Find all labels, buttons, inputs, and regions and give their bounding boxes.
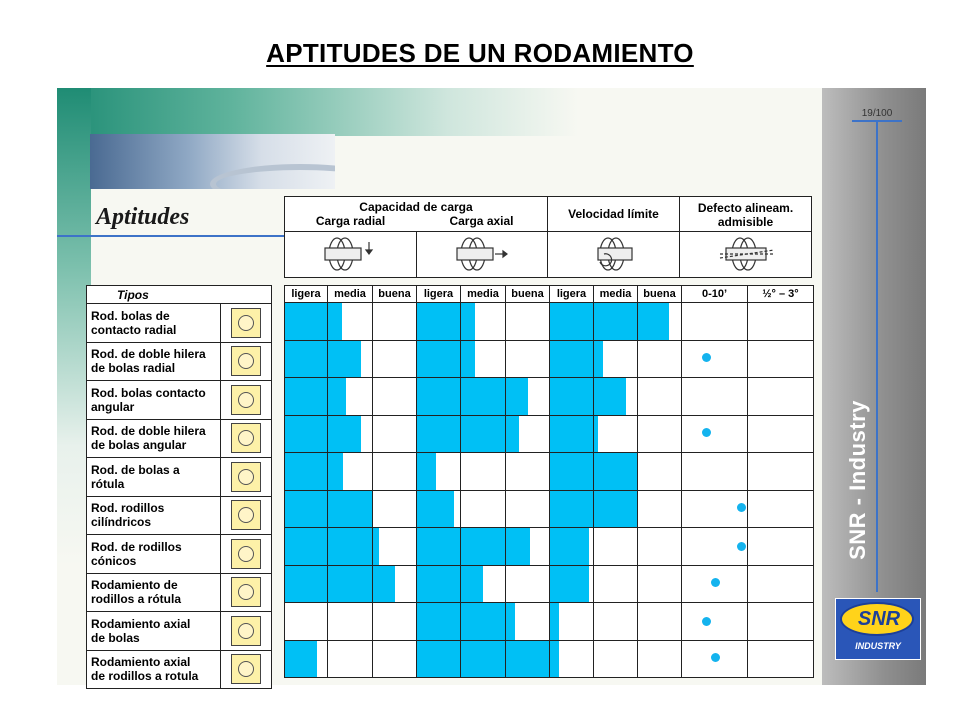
grid-cell xyxy=(682,490,748,528)
carga-axial-label: Carga axial xyxy=(449,214,514,228)
grid-cell xyxy=(748,603,814,641)
logo-text: SNR xyxy=(857,608,901,630)
defecto-label-2: admisible xyxy=(717,215,774,229)
type-row xyxy=(87,496,272,535)
misalignment-dot xyxy=(702,617,711,626)
grid-cell xyxy=(594,453,638,491)
column-header-1: media xyxy=(328,286,373,303)
capacity-fill xyxy=(328,416,361,453)
grid-row xyxy=(285,303,814,341)
capacity-fill xyxy=(550,566,589,603)
velocidad-label: Velocidad límite xyxy=(568,207,659,221)
grid-cell xyxy=(461,340,506,378)
capacity-fill xyxy=(417,303,460,340)
bearing-cross-section-icon xyxy=(231,616,261,646)
grid-cell xyxy=(328,603,373,641)
capacity-fill xyxy=(328,528,372,565)
type-name-line2: cónicos xyxy=(91,553,137,568)
type-row xyxy=(87,573,272,612)
capacity-fill xyxy=(285,378,327,415)
grid-cell xyxy=(682,565,748,603)
grid-cell xyxy=(506,340,550,378)
capacity-fill xyxy=(506,378,528,415)
grid-cell xyxy=(417,603,461,641)
capacidad-label: Capacidad de carga xyxy=(359,200,473,214)
capacity-fill xyxy=(550,303,593,340)
grid-cell xyxy=(506,303,550,341)
rolling-element-icon xyxy=(238,353,254,369)
grid-cell xyxy=(594,340,638,378)
capacity-fill xyxy=(285,566,327,603)
type-image-cell xyxy=(221,304,272,343)
capacity-fill xyxy=(461,341,475,378)
bearing-cross-section-icon xyxy=(231,423,261,453)
grid-cell xyxy=(550,603,594,641)
grid-cell xyxy=(373,528,417,566)
grid-cell xyxy=(506,528,550,566)
type-image-cell xyxy=(221,496,272,535)
type-name xyxy=(87,650,221,689)
grid-cell xyxy=(506,378,550,416)
capacity-fill xyxy=(550,341,593,378)
grid-cell xyxy=(285,415,328,453)
capacity-fill xyxy=(461,303,475,340)
grid-cell xyxy=(550,378,594,416)
type-name-line1: Rod. de doble hilera xyxy=(91,347,206,362)
capacity-fill xyxy=(285,303,327,340)
type-name-line1: Rod. de bolas a xyxy=(91,462,180,477)
misalignment-icon xyxy=(679,231,812,278)
type-name xyxy=(87,304,221,343)
grid-cell xyxy=(461,303,506,341)
grid-cell xyxy=(417,378,461,416)
type-row xyxy=(87,381,272,420)
tipos-header: Tipos xyxy=(87,286,272,304)
grid-cell xyxy=(417,453,461,491)
grid-cell xyxy=(417,565,461,603)
column-header-6: ligera xyxy=(550,286,594,303)
capacity-fill xyxy=(461,378,505,415)
rolling-element-icon xyxy=(238,469,254,485)
grid-cell xyxy=(373,303,417,341)
capacity-fill xyxy=(594,453,637,490)
grid-cell xyxy=(638,378,682,416)
grid-row xyxy=(285,453,814,491)
misalignment-dot xyxy=(737,542,746,551)
column-header-7: media xyxy=(594,286,638,303)
speed-limit-icon xyxy=(547,231,680,278)
type-row xyxy=(87,458,272,497)
grid-row xyxy=(285,490,814,528)
grid-cell xyxy=(594,303,638,341)
type-name-line2: contacto radial xyxy=(91,322,177,337)
misalignment-dot xyxy=(711,653,720,662)
type-name-line2: rótula xyxy=(91,476,125,491)
grid-cell xyxy=(748,378,814,416)
capacity-fill xyxy=(328,453,343,490)
page-number: 19/100 xyxy=(852,108,902,122)
rolling-element-icon xyxy=(238,430,254,446)
grid-cell xyxy=(638,603,682,641)
grid-cell xyxy=(682,303,748,341)
type-name-line1: Rodamiento de xyxy=(91,578,178,593)
aptitudes-heading: Aptitudes xyxy=(96,204,190,230)
axial-load-icon xyxy=(416,231,548,278)
grid-cell xyxy=(506,453,550,491)
grid-cell xyxy=(417,415,461,453)
rolling-element-icon xyxy=(238,507,254,523)
grid-row xyxy=(285,603,814,641)
column-header-9: 0-10’ xyxy=(682,286,748,303)
capacity-fill xyxy=(506,416,519,453)
grid-cell xyxy=(461,415,506,453)
type-name xyxy=(87,496,221,535)
type-name-line2: de rodillos a rotula xyxy=(91,669,199,684)
type-name-line1: Rod. de rodillos xyxy=(91,539,182,554)
grid-cell xyxy=(638,528,682,566)
aptitude-grid xyxy=(284,285,814,678)
grid-cell xyxy=(461,640,506,678)
type-name-line2: de bolas radial xyxy=(91,361,176,376)
capacity-fill xyxy=(550,491,593,528)
grid-cell xyxy=(285,490,328,528)
grid-cell xyxy=(506,415,550,453)
grid-cell xyxy=(748,528,814,566)
bearing-cross-section-icon xyxy=(231,577,261,607)
type-image-cell xyxy=(221,535,272,574)
grid-cell xyxy=(506,640,550,678)
grid-cell xyxy=(550,528,594,566)
defecto-header xyxy=(679,196,812,232)
column-header-8: buena xyxy=(638,286,682,303)
grid-cell xyxy=(682,415,748,453)
misalignment-dot xyxy=(737,503,746,512)
grid-cell xyxy=(373,340,417,378)
capacity-fill xyxy=(328,341,361,378)
grid-row xyxy=(285,415,814,453)
grid-cell xyxy=(550,415,594,453)
grid-cell xyxy=(638,415,682,453)
grid-cell xyxy=(461,453,506,491)
grid-cell xyxy=(417,528,461,566)
grid-cell xyxy=(682,528,748,566)
type-name-line2: cilíndricos xyxy=(91,515,152,530)
grid-row xyxy=(285,528,814,566)
capacity-fill xyxy=(550,378,593,415)
snr-logo xyxy=(835,598,921,660)
capacity-fill xyxy=(594,378,626,415)
grid-cell xyxy=(594,490,638,528)
grid-cell xyxy=(461,378,506,416)
type-row xyxy=(87,304,272,343)
type-name xyxy=(87,612,221,651)
grid-cell xyxy=(328,490,373,528)
capacity-fill xyxy=(594,416,598,453)
capacity-fill xyxy=(417,491,454,528)
sidebar-rule xyxy=(876,122,878,592)
grid-cell xyxy=(373,378,417,416)
grid-cell xyxy=(550,303,594,341)
capacity-fill xyxy=(638,303,669,340)
grid-cell xyxy=(550,565,594,603)
type-name-line1: Rod. rodillos xyxy=(91,501,165,516)
type-row xyxy=(87,342,272,381)
capacity-fill xyxy=(285,341,327,378)
grid-cell xyxy=(748,490,814,528)
grid-cell xyxy=(594,378,638,416)
type-name-line1: Rodamiento axial xyxy=(91,616,191,631)
bearing-cross-section-icon xyxy=(231,539,261,569)
type-image-cell xyxy=(221,342,272,381)
column-header-5: buena xyxy=(506,286,550,303)
grid-cell xyxy=(417,340,461,378)
grid-row xyxy=(285,565,814,603)
type-name xyxy=(87,342,221,381)
bearing-cross-section-icon xyxy=(231,500,261,530)
grid-cell xyxy=(638,490,682,528)
rolling-element-icon xyxy=(238,392,254,408)
grid-cell xyxy=(550,453,594,491)
grid-cell xyxy=(594,603,638,641)
grid-cell xyxy=(461,490,506,528)
grid-cell xyxy=(748,565,814,603)
type-name-line1: Rod. bolas de xyxy=(91,308,170,323)
grid-cell xyxy=(285,565,328,603)
capacity-fill xyxy=(417,341,460,378)
type-name-line1: Rod. de doble hilera xyxy=(91,424,206,439)
grid-cell xyxy=(682,453,748,491)
carga-radial-label: Carga radial xyxy=(315,214,386,228)
grid-cell xyxy=(506,603,550,641)
capacity-fill xyxy=(328,491,372,528)
grid-cell xyxy=(417,640,461,678)
velocidad-header xyxy=(547,196,680,232)
grid-cell xyxy=(594,565,638,603)
types-table xyxy=(86,285,272,689)
grid-cell xyxy=(328,640,373,678)
grid-cell xyxy=(506,490,550,528)
capacity-fill xyxy=(594,491,637,528)
rolling-element-icon xyxy=(238,661,254,677)
grid-cell xyxy=(682,640,748,678)
grid-row xyxy=(285,640,814,678)
grid-cell xyxy=(461,565,506,603)
type-row xyxy=(87,650,272,689)
type-name-line2: de bolas angular xyxy=(91,438,187,453)
grid-cell xyxy=(682,340,748,378)
grid-cell xyxy=(748,340,814,378)
rolling-element-icon xyxy=(238,315,254,331)
capacity-fill xyxy=(506,603,515,640)
column-header-4: media xyxy=(461,286,506,303)
capacidad-header xyxy=(284,196,548,232)
column-header-0: ligera xyxy=(285,286,328,303)
header-photo xyxy=(90,134,335,189)
grid-cell xyxy=(285,303,328,341)
grid-cell xyxy=(748,415,814,453)
grid-cell xyxy=(285,340,328,378)
aptitudes-rule xyxy=(57,235,285,237)
capacity-fill xyxy=(594,341,603,378)
grid-cell xyxy=(285,640,328,678)
grid-cell xyxy=(373,490,417,528)
grid-cell xyxy=(638,640,682,678)
grid-cell xyxy=(373,640,417,678)
capacity-fill xyxy=(285,528,327,565)
bearing-cross-section-icon xyxy=(231,462,261,492)
grid-cell xyxy=(461,603,506,641)
misalignment-dot xyxy=(711,578,720,587)
misalignment-dot xyxy=(702,353,711,362)
capacity-fill xyxy=(417,416,460,453)
grid-cell xyxy=(748,453,814,491)
type-name xyxy=(87,419,221,458)
grid-cell xyxy=(748,303,814,341)
capacity-fill xyxy=(594,303,637,340)
type-name-line1: Rodamiento axial xyxy=(91,655,191,670)
grid-cell xyxy=(285,528,328,566)
type-name-line2: angular xyxy=(91,399,135,414)
capacity-fill xyxy=(328,303,342,340)
capacity-fill xyxy=(373,528,379,565)
grid-row xyxy=(285,340,814,378)
type-row xyxy=(87,535,272,574)
capacity-fill xyxy=(550,416,593,453)
capacity-fill xyxy=(417,528,460,565)
type-name xyxy=(87,535,221,574)
type-row xyxy=(87,612,272,651)
grid-cell xyxy=(285,378,328,416)
logo-subtitle: INDUSTRY xyxy=(855,641,901,651)
grid-cell xyxy=(682,603,748,641)
grid-cell xyxy=(285,453,328,491)
capacity-fill xyxy=(328,566,372,603)
capacity-fill xyxy=(461,416,505,453)
grid-cell xyxy=(373,565,417,603)
radial-load-icon xyxy=(284,231,417,278)
capacity-fill xyxy=(550,528,589,565)
capacity-fill xyxy=(550,453,593,490)
rolling-element-icon xyxy=(238,546,254,562)
type-name xyxy=(87,573,221,612)
grid-cell xyxy=(328,303,373,341)
grid-cell xyxy=(638,453,682,491)
type-name-line2: rodillos a rótula xyxy=(91,592,182,607)
capacity-fill xyxy=(285,416,327,453)
grid-cell xyxy=(461,528,506,566)
logo-oval-icon xyxy=(840,602,914,636)
misalignment-dot xyxy=(702,428,711,437)
grid-cell xyxy=(550,640,594,678)
type-image-cell xyxy=(221,381,272,420)
grid-cell xyxy=(373,415,417,453)
capacity-fill xyxy=(461,603,505,640)
capacity-fill xyxy=(328,378,346,415)
sidebar-brand-text: SNR - Industry xyxy=(845,400,870,560)
grid-cell xyxy=(550,490,594,528)
grid-cell xyxy=(417,303,461,341)
type-name xyxy=(87,381,221,420)
grid-cell xyxy=(638,565,682,603)
grid-cell xyxy=(594,640,638,678)
grid-row xyxy=(285,378,814,416)
grid-cell xyxy=(373,603,417,641)
capacity-fill xyxy=(461,528,505,565)
grid-cell xyxy=(373,453,417,491)
grid-cell xyxy=(328,415,373,453)
bearing-cross-section-icon xyxy=(231,385,261,415)
capacity-fill xyxy=(506,641,549,678)
bearing-cross-section-icon xyxy=(231,308,261,338)
capacity-fill xyxy=(506,528,530,565)
grid-cell xyxy=(594,415,638,453)
type-image-cell xyxy=(221,612,272,651)
grid-cell xyxy=(285,603,328,641)
capacity-fill xyxy=(417,378,460,415)
top-gradient-band xyxy=(57,88,926,136)
type-name xyxy=(87,458,221,497)
grid-cell xyxy=(594,528,638,566)
bearing-cross-section-icon xyxy=(231,346,261,376)
grid-cell xyxy=(506,565,550,603)
grid-cell xyxy=(682,378,748,416)
brand-sidebar xyxy=(822,88,926,685)
defecto-label-1: Defecto alineam. xyxy=(697,201,794,215)
rolling-element-icon xyxy=(238,584,254,600)
type-image-cell xyxy=(221,458,272,497)
capacity-fill xyxy=(550,603,559,640)
column-header-10: ½° – 3° xyxy=(748,286,814,303)
type-image-cell xyxy=(221,419,272,458)
capacity-fill xyxy=(417,566,460,603)
type-image-cell xyxy=(221,650,272,689)
column-header-2: buena xyxy=(373,286,417,303)
column-header-3: ligera xyxy=(417,286,461,303)
capacity-fill xyxy=(550,641,559,678)
capacity-fill xyxy=(461,641,505,678)
capacity-fill xyxy=(285,641,317,678)
page-title: APTITUDES DE UN RODAMIENTO xyxy=(266,38,694,68)
grid-cell xyxy=(748,640,814,678)
capacity-fill xyxy=(417,453,436,490)
grid-cell xyxy=(417,490,461,528)
type-name-line1: Rod. bolas contacto xyxy=(91,385,206,400)
grid-cell xyxy=(328,528,373,566)
grid-cell xyxy=(328,565,373,603)
type-image-cell xyxy=(221,573,272,612)
grid-cell xyxy=(328,340,373,378)
bearing-cross-section-icon xyxy=(231,654,261,684)
capacity-fill xyxy=(461,566,483,603)
type-row xyxy=(87,419,272,458)
grid-cell xyxy=(638,303,682,341)
capacity-fill xyxy=(373,566,395,603)
capacity-fill xyxy=(285,453,327,490)
capacity-fill xyxy=(417,603,460,640)
rolling-element-icon xyxy=(238,623,254,639)
grid-cell xyxy=(638,340,682,378)
grid-cell xyxy=(550,340,594,378)
type-name-line2: de bolas xyxy=(91,630,140,645)
grid-cell xyxy=(328,378,373,416)
grid-cell xyxy=(328,453,373,491)
capacity-fill xyxy=(285,491,327,528)
bearing-ring-icon xyxy=(210,164,335,189)
capacity-fill xyxy=(417,641,460,678)
